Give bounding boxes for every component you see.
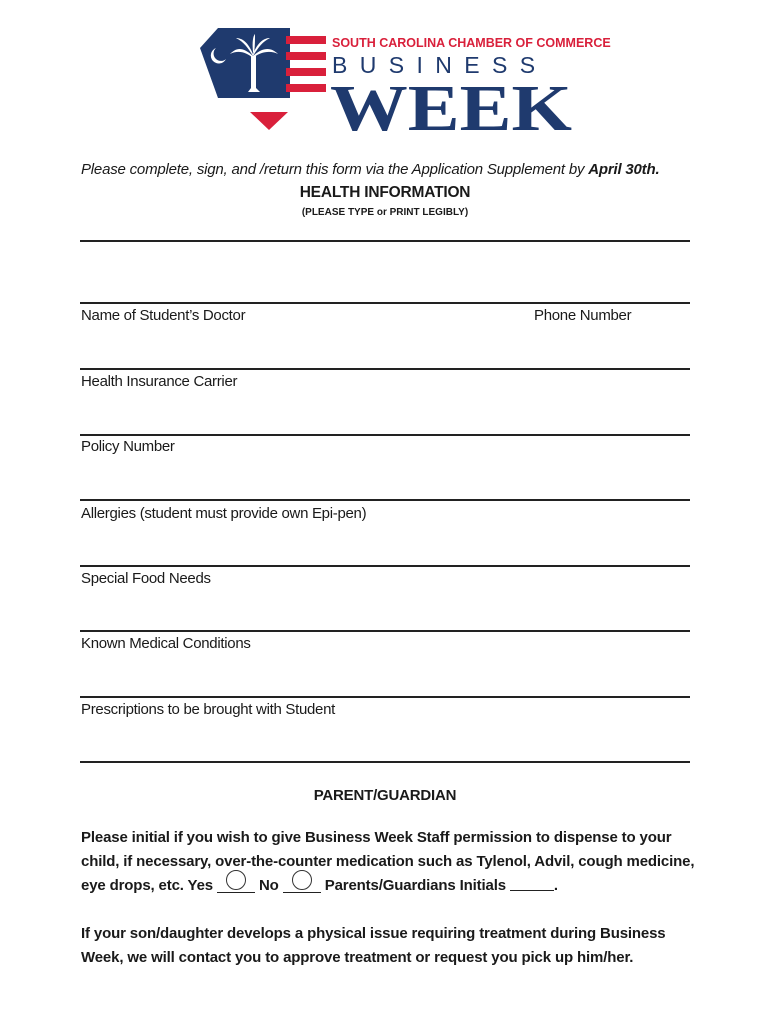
guardian-title: PARENT/GUARDIAN — [313, 787, 457, 804]
no-circle-icon — [292, 870, 312, 890]
form-subtitle: (PLEASE TYPE or PRINT LEGIBLY) — [301, 207, 469, 218]
insurance-line — [80, 368, 690, 370]
logo-org: SOUTH CAROLINA CHAMBER OF COMMERCE — [332, 36, 611, 50]
consent-line-1: Please initial if you wish to give Business Week Staff permission to dispense to your — [81, 829, 672, 846]
consent-paragraph — [81, 826, 701, 898]
business-week-logo — [198, 26, 611, 145]
consent-line-2: child, if necessary, over-the-counter medication such as Tylenol, Advil, cough medicine, — [81, 853, 695, 870]
no-option[interactable] — [283, 875, 321, 893]
conditions-line — [80, 630, 690, 632]
divider-top — [80, 240, 690, 242]
prescriptions-field[interactable] — [80, 672, 694, 696]
doctor-line — [80, 302, 690, 304]
allergies-line — [80, 499, 690, 501]
insurance-label: Health Insurance Carrier — [81, 373, 238, 390]
consent-line-3: eye drops, etc. Yes No Parents/Guardians Initials . — [81, 874, 701, 898]
conditions-field[interactable] — [80, 606, 694, 630]
food-line — [80, 565, 690, 567]
prescriptions-label: Prescriptions to be brought with Student — [81, 701, 335, 718]
yes-circle-icon — [226, 870, 246, 890]
initials-field[interactable] — [510, 876, 554, 891]
form-instructions: Please complete, sign, and /return this form via the Application Supplement by April 30th. — [81, 161, 660, 178]
prescriptions-line — [80, 696, 690, 698]
deadline: April 30th. — [588, 161, 660, 178]
prescriptions-line-2 — [80, 761, 690, 763]
food-field[interactable] — [80, 541, 694, 565]
food-label: Special Food Needs — [81, 570, 211, 587]
insurance-field[interactable] — [80, 344, 694, 368]
policy-line — [80, 434, 690, 436]
policy-label: Policy Number — [81, 438, 175, 455]
notice-line-1: If your son/daughter develops a physical issue requiring treatment during Business — [81, 925, 666, 942]
yes-option[interactable] — [217, 875, 255, 893]
allergies-label: Allergies (student must provide own Epi-pen) — [81, 505, 367, 522]
logo-word2: WEEK — [330, 72, 572, 145]
form-title: HEALTH INFORMATION — [299, 184, 471, 201]
policy-field[interactable] — [80, 410, 694, 434]
logo-word1: B U S I N E S S — [332, 52, 539, 78]
treatment-notice — [81, 922, 701, 970]
flag-shield — [200, 28, 326, 130]
allergies-field[interactable] — [80, 476, 694, 500]
doctor-field[interactable] — [80, 278, 694, 302]
prescriptions-field-2[interactable] — [80, 737, 694, 761]
notice-line-2: Week, we will contact you to approve treatment or request you pick up him/her. — [81, 949, 634, 966]
phone-label: Phone Number — [534, 307, 632, 324]
conditions-label: Known Medical Conditions — [81, 635, 251, 652]
doctor-label: Name of Student’s Doctor — [81, 307, 246, 324]
